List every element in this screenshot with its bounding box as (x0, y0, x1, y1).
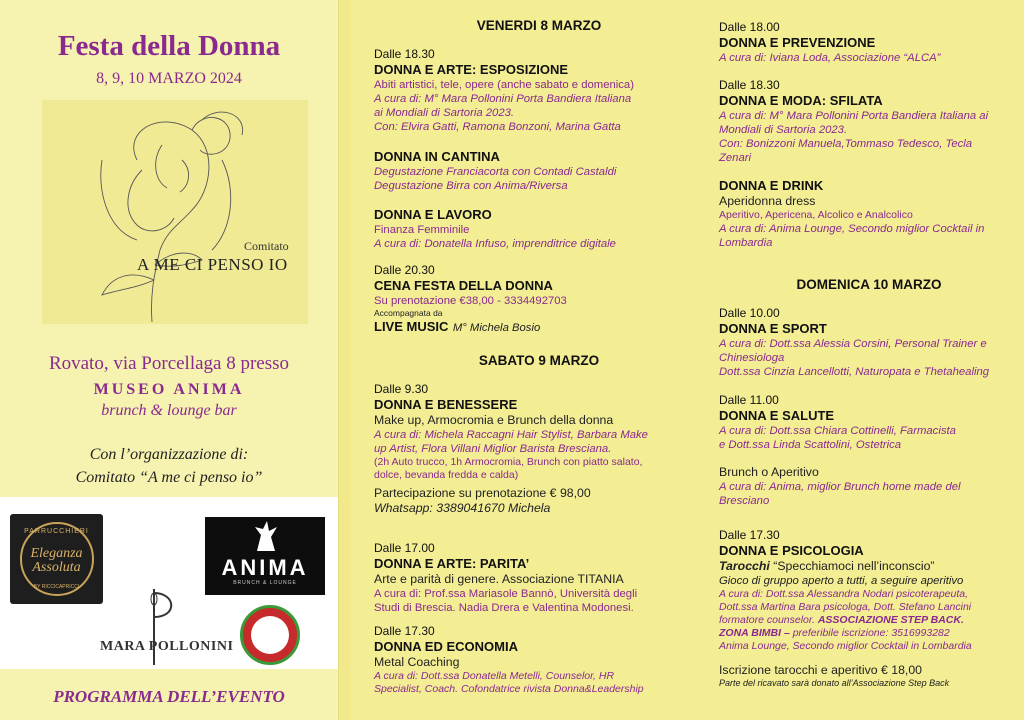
event-arte-esposizione (374, 47, 634, 134)
event-detail: Make up, Armocromia e Brunch della donna (374, 413, 614, 427)
zona-bimbi-label: ZONA BIMBI – (719, 627, 790, 639)
event-detail: Lombardia (719, 237, 773, 249)
event-detail: A cura di: Iviana Loda, Associazione “ALCA” (719, 52, 941, 64)
event-time: Dalle 20.30 (374, 263, 435, 277)
event-detail: A cura di: Michela Raccagni Hair Stylist, Barbara Make (374, 429, 648, 441)
live-music-line (374, 318, 567, 336)
live-music-artist: M° Michela Bosio (452, 322, 541, 334)
event-detail: A cura di: Dott.ssa Chiara Cottinelli, Farmacista (719, 425, 956, 437)
zona-bimbi-detail: preferibile iscrizione: 3516993282 (792, 627, 950, 639)
event-detail: Degustazione Birra con Anima/Riversa (374, 180, 568, 192)
event-detail: A cura di: M° Mara Pollonini Porta Bandiera Italiana (374, 93, 632, 105)
venue-name: MUSEO ANIMA (93, 381, 245, 398)
event-title: DONNA E ARTE: PARITA’ (374, 556, 530, 571)
event-dates: 8, 9, 10 MARZO 2024 (96, 70, 242, 87)
event-detail: Arte e parità di genere. Associazione TITANIA (374, 572, 624, 586)
line-art-woman-rose-image (42, 100, 308, 324)
mara-pollonini-logo (96, 587, 236, 667)
event-detail: Zenari (719, 152, 752, 164)
event-title: DONNA E ARTE: ESPOSIZIONE (374, 62, 569, 77)
event-detail: A cura di: Prof.ssa Mariasole Bannò, Università degli (374, 588, 638, 600)
event-title: DONNA ED ECONOMIA (374, 639, 518, 654)
event-detail: Metal Coaching (374, 655, 460, 669)
event-detail: A cura di: M° Mara Pollonini Porta Bandiera Italiana ai (719, 110, 989, 122)
live-music-label: LIVE MUSIC (374, 319, 449, 334)
event-detail: A cura di: Donatella Infuso, imprenditrice digitale (374, 238, 616, 250)
location-text: Rovato, via Porcellaga 8 presso (48, 353, 290, 374)
event-parita (374, 541, 637, 615)
left-panel (0, 0, 338, 720)
event-cantina (374, 149, 616, 193)
event-time: Dalle 18.00 (719, 20, 780, 34)
event-detail: Gioco di gruppo aperto a tutti, a seguire aperitivo (719, 575, 964, 587)
event-drink (719, 178, 984, 250)
event-detail: Dott.ssa Martina Bara psicologa, Dott. Stefano Lancini (719, 601, 972, 613)
mara-logo-text: MARA POLLONINI (100, 639, 234, 654)
event-title: DONNA IN CANTINA (374, 149, 500, 164)
event-detail: A cura di: Anima Lounge, Secondo miglior Cocktail in (719, 223, 985, 235)
event-detail: Con: Bonizzoni Manuela,Tommaso Tedesco, Tecla (719, 138, 973, 150)
event-detail: Su prenotazione €38,00 - 3334492703 (374, 295, 567, 307)
event-detail: A cura di: Anima, miglior Brunch home made del (719, 481, 961, 493)
event-detail: Dott.ssa Cinzia Lancellotti, Naturopata e Thetahealing (719, 366, 990, 378)
event-title: CENA FESTA DELLA DONNA (374, 278, 553, 293)
event-title: DONNA E SPORT (719, 321, 827, 336)
event-title: DONNA E PSICOLOGIA (719, 543, 864, 558)
line-art-drawing (42, 100, 308, 324)
sponsor-logos (0, 497, 338, 669)
event-detail: (2h Auto trucco, 1h Armocromia, Brunch con piatto salato, (374, 456, 643, 468)
event-time: Dalle 10.00 (719, 306, 780, 320)
event-sport (719, 306, 989, 379)
event-detail: up Artist, Flora Villani Miglior Barista Bresciana. (374, 443, 612, 455)
seal-logo (240, 605, 300, 665)
tarocchi-subtitle: “Specchiamoci nell’inconscio” (773, 559, 935, 573)
event-lavoro (374, 207, 616, 251)
organization-label: Con l’organizzazione di: (89, 446, 249, 463)
event-detail: Anima Lounge, Secondo miglior Cocktail in Lombardia (719, 640, 972, 652)
event-detail: Abiti artistici, tele, opere (anche sabato e domenica) (374, 79, 634, 91)
event-note: Parte del ricavato sarà donato all’Associazione Step Back (719, 678, 950, 688)
day-heading-domenica: DOMENICA 10 MARZO (796, 277, 942, 292)
event-time: Dalle 18.30 (374, 47, 435, 61)
event-title: DONNA E LAVORO (374, 207, 492, 222)
event-detail: Aperitivo, Apericena, Alcolico e Analcolico (719, 209, 913, 221)
event-time: Dalle 17.30 (719, 528, 780, 542)
tarocchi-label: Tarocchi (719, 559, 770, 573)
step-back-text: ASSOCIAZIONE STEP BACK. (817, 614, 964, 626)
event-economia (374, 624, 644, 696)
organization-name: Comitato “A me ci penso io” (75, 469, 263, 486)
event-detail: Aperidonna dress (719, 194, 816, 208)
event-detail: Degustazione Franciacorta con Contadi Castaldi (374, 166, 617, 178)
dragon-icon (205, 517, 325, 557)
event-title: DONNA E PREVENZIONE (719, 35, 876, 50)
comitato-label: Comitato (244, 239, 289, 253)
comitato-name: A ME CI PENSO IO (137, 255, 288, 274)
anima-logo-text: ANIMA (221, 555, 309, 580)
eleganza-text: Eleganza Assoluta (30, 546, 83, 575)
event-title: DONNA E BENESSERE (374, 397, 518, 412)
event-moda (719, 78, 988, 165)
event-time: Dalle 9.30 (374, 382, 429, 396)
event-salute (719, 393, 956, 452)
event-detail: Chinesiologa (719, 352, 785, 364)
event-detail: Brunch o Aperitivo (719, 465, 819, 479)
counselor-text: formatore counselor. (719, 614, 815, 626)
event-time: Dalle 17.00 (374, 541, 435, 555)
panel-divider (338, 0, 351, 720)
event-detail: Mondiali di Sartoria 2023. (719, 124, 848, 136)
event-psicologia (719, 528, 972, 688)
event-detail (719, 614, 972, 627)
needle-icon (96, 587, 236, 667)
event-price: Partecipazione su prenotazione € 98,00 (374, 486, 591, 500)
event-brunch (719, 465, 961, 508)
event-cena (374, 263, 567, 336)
event-detail: A cura di: Dott.ssa Donatella Metelli, Counselor, HR (374, 670, 615, 682)
venue-subtitle: brunch & lounge bar (101, 402, 237, 419)
event-title: Festa della Donna (57, 30, 281, 62)
event-detail (719, 627, 972, 640)
event-prevenzione (719, 20, 940, 65)
event-title: DONNA E MODA: SFILATA (719, 93, 883, 108)
day-heading-venerdi: VENERDI 8 MARZO (476, 18, 602, 33)
event-title: DONNA E SALUTE (719, 408, 835, 423)
anima-logo (205, 517, 325, 595)
day-heading-sabato: SABATO 9 MARZO (478, 353, 600, 368)
event-detail: e Dott.ssa Linda Scattolini, Ostetrica (719, 439, 902, 451)
event-detail: Finanza Femminile (374, 224, 470, 236)
event-price: Iscrizione tarocchi e aperitivo € 18,00 (719, 663, 923, 677)
event-time: Dalle 17.30 (374, 624, 435, 638)
parrucchieri-logo (10, 514, 103, 604)
event-detail: A cura di: Dott.ssa Alessandra Nodari psicoterapeuta, (719, 588, 969, 600)
event-detail: Specialist, Coach. Cofondatrice rivista Donna&Leadership (374, 683, 644, 695)
event-time: Dalle 18.30 (719, 78, 780, 92)
event-detail: Studi di Brescia. Nadia Drera e Valentina Modonesi. (374, 602, 634, 614)
event-title: DONNA E DRINK (719, 178, 824, 193)
event-detail: Bresciano (719, 495, 770, 507)
ricci-text: BY RICCICAPRICCI (33, 584, 80, 590)
seal-center (251, 616, 289, 654)
event-detail: A cura di: Dott.ssa Alessia Corsini, Personal Trainer e (719, 338, 987, 350)
event-detail: ai Mondiali di Sartoria 2023. (374, 107, 515, 119)
anima-logo-subtext: BRUNCH & LOUNGE (233, 580, 297, 586)
event-benessere (374, 382, 648, 516)
event-contact: Whatsapp: 3389041670 Michela (374, 501, 551, 515)
event-detail: dolce, bevanda fredda e calda) (374, 469, 519, 481)
event-detail: Con: Elvira Gatti, Ramona Bonzoni, Marina Gatta (374, 121, 621, 133)
parrucchieri-text: PARRUCCHIERI (24, 528, 89, 535)
event-time: Dalle 11.00 (719, 393, 779, 407)
program-label: PROGRAMMA DELL’EVENTO (53, 687, 285, 706)
event-detail-small: Accompagnata da (374, 308, 443, 318)
tarocchi-line (719, 559, 972, 574)
